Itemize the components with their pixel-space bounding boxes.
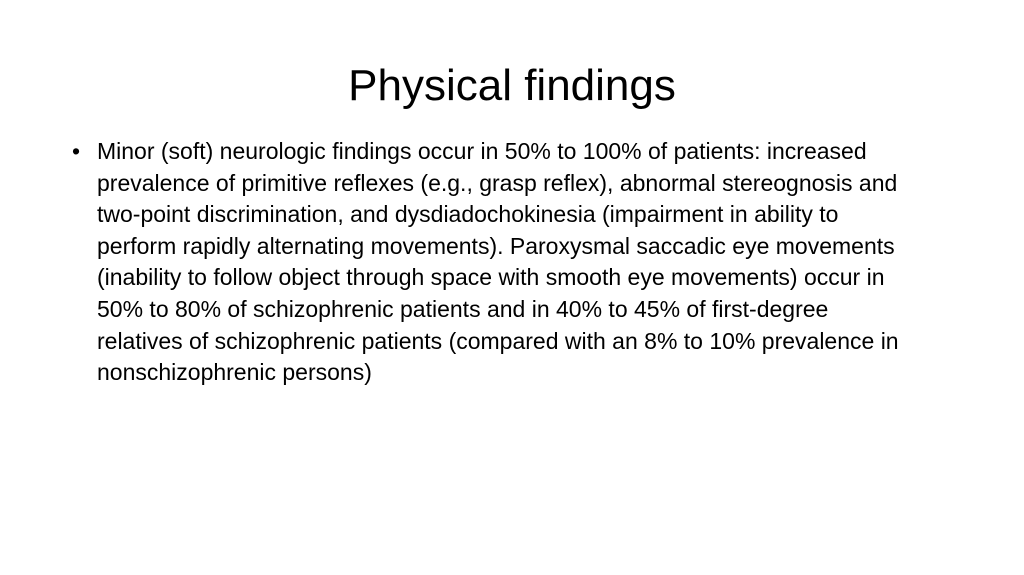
slide-title: Physical findings <box>348 61 676 110</box>
bullet-icon: • <box>72 138 81 164</box>
bullet-text: Minor (soft) neurologic findings occur in 50% to 100% of patients: increased prevalence of primitive reflexes (e.g., grasp reflex), abnormal stereognosis and two-point discrimination, and dysdiadochokinesia (impairment in ability to perform rapidly alternating movements). Paroxysmal saccadic eye movements (inability to follow object through space with smooth eye movements) occur in 50% to 80% of schizophrenic patients and in 40% to 45% of first-degree relatives of schizophrenic patients (compared with an 8% to 10% prevalence in nonschizophrenic persons) <box>97 138 899 386</box>
bullet-list <box>72 136 912 389</box>
bullet-item <box>72 136 912 389</box>
